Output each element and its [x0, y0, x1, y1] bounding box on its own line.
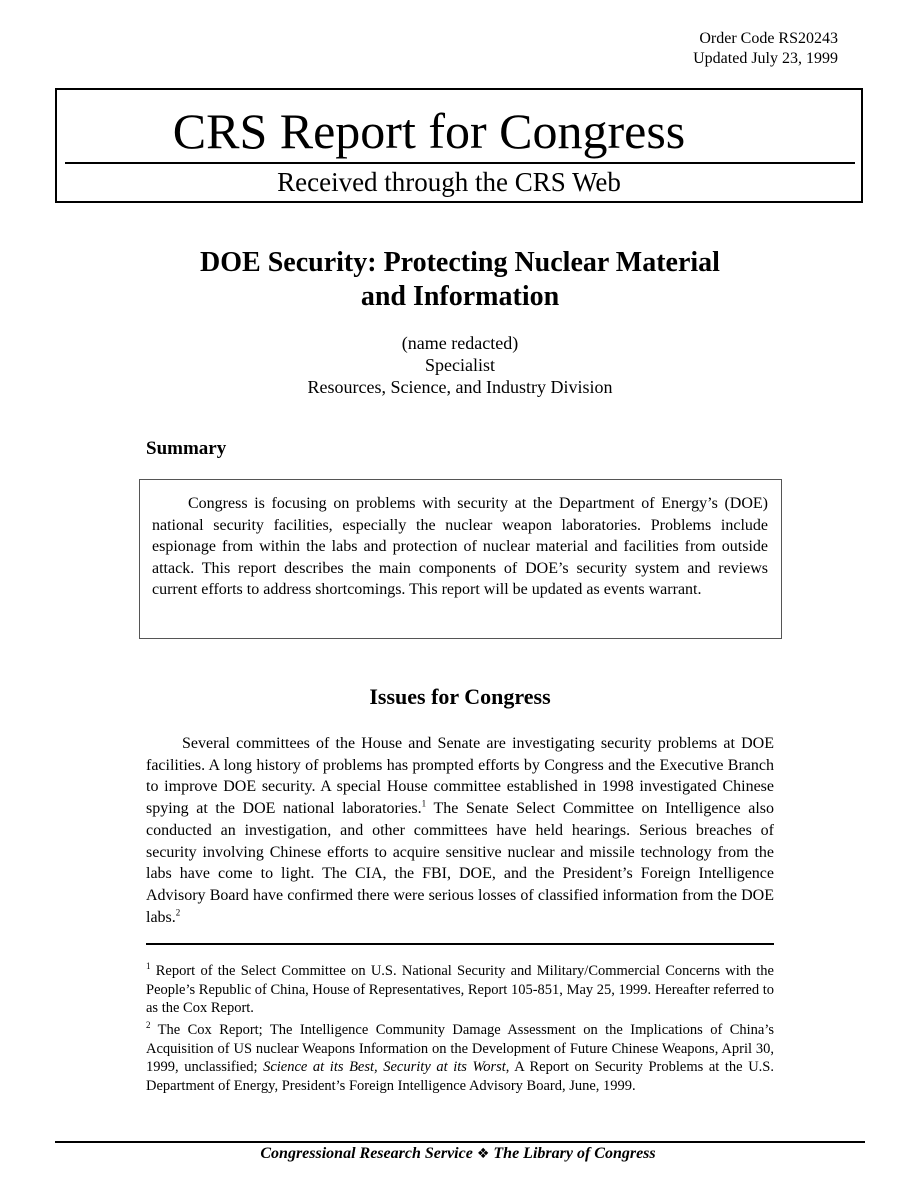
summary-text	[152, 493, 768, 601]
issues-paragraph	[146, 733, 774, 928]
crs-title: CRS Report for Congress	[172, 103, 686, 159]
footer-left: Congressional Research Service	[260, 1145, 477, 1162]
author-division: Resources, Science, and Industry Division	[307, 377, 613, 397]
footnote-2-text-a: The Cox Report; The Intelligence Community Damage Assessment on the Implications of China’s Acquisition of US nuclear Weapons Information on the Development of Future Chinese Weapons, April 30, 1999, unclassified;	[146, 1022, 774, 1076]
footnote-1-number: 1	[146, 961, 151, 972]
diamond-icon: ❖	[476, 1146, 490, 1162]
crs-header-box	[55, 88, 863, 203]
footnote-2-number: 2	[146, 1020, 151, 1031]
report-title-line2: and Information	[360, 281, 560, 312]
footnote-1-text: Report of the Select Committee on U.S. National Security and Military/Commercial Concerns with the People’s Republic of China, House of Representatives, Report 105-851, May 25, 1999. Hereafter referred to as the Cox Report.	[146, 963, 774, 1017]
summary-heading: Summary	[146, 438, 227, 459]
report-title	[145, 246, 775, 314]
footer-rule	[55, 1141, 865, 1143]
issues-text-2: The Senate Select Committee on Intelligence also conducted an investigation, and other committees have held hearings. Serious breaches of security involving Chinese efforts to acquire sensitive nuclear and missile technology from the labs have come to light. The CIA, the FBI, DOE, and the President’s Foreign Intelligence Advisory Board have confirmed there were serious losses of classified information from the DOE labs.	[146, 800, 774, 926]
footnote-ref-2: 2	[175, 907, 181, 918]
footnote-2-italic-title: Science at its Best, Security at its Worst	[263, 1059, 506, 1076]
issues-heading: Issues for Congress	[369, 684, 551, 709]
report-title-line1: DOE Security: Protecting Nuclear Material	[200, 247, 720, 278]
updated-date: Updated July 23, 1999	[693, 50, 838, 67]
footnote-1	[146, 962, 774, 1018]
order-code: Order Code RS20243	[699, 30, 838, 47]
crs-title-rule	[65, 162, 855, 164]
crs-subtitle: Received through the CRS Web	[277, 167, 621, 197]
summary-box	[139, 479, 782, 639]
author-role: Specialist	[425, 355, 495, 375]
author-name: (name redacted)	[401, 333, 519, 353]
issues-text-1: Several committees of the House and Senate are investigating security problems at DOE facilities. A long history of problems has prompted efforts by Congress and the Executive Branch to improve DOE security. A special House committee established in 1998 investigated Chinese spying at the DOE national laboratories.	[146, 735, 774, 818]
footer-right: The Library of Congress	[489, 1145, 656, 1162]
summary-body: Congress is focusing on problems with security at the Department of Energy’s (DOE) national security facilities, especially the nuclear weapon laboratories. Problems include espionage from within the labs and protection of nuclear material and facilities from outside attack. This report describes the main components of DOE’s security system and reviews current efforts to address shortcomings. This report will be updated as events warrant.	[152, 495, 768, 598]
footnote-2-text-b: , A Report on Security Problems at the U.S. Department of Energy, President’s Foreign Intelligence Advisory Board, June, 1999.	[146, 1059, 774, 1095]
page-footer	[0, 1145, 920, 1163]
footnote-2	[146, 1021, 774, 1096]
footnote-ref-1: 1	[421, 798, 427, 809]
footnote-rule	[146, 943, 774, 945]
